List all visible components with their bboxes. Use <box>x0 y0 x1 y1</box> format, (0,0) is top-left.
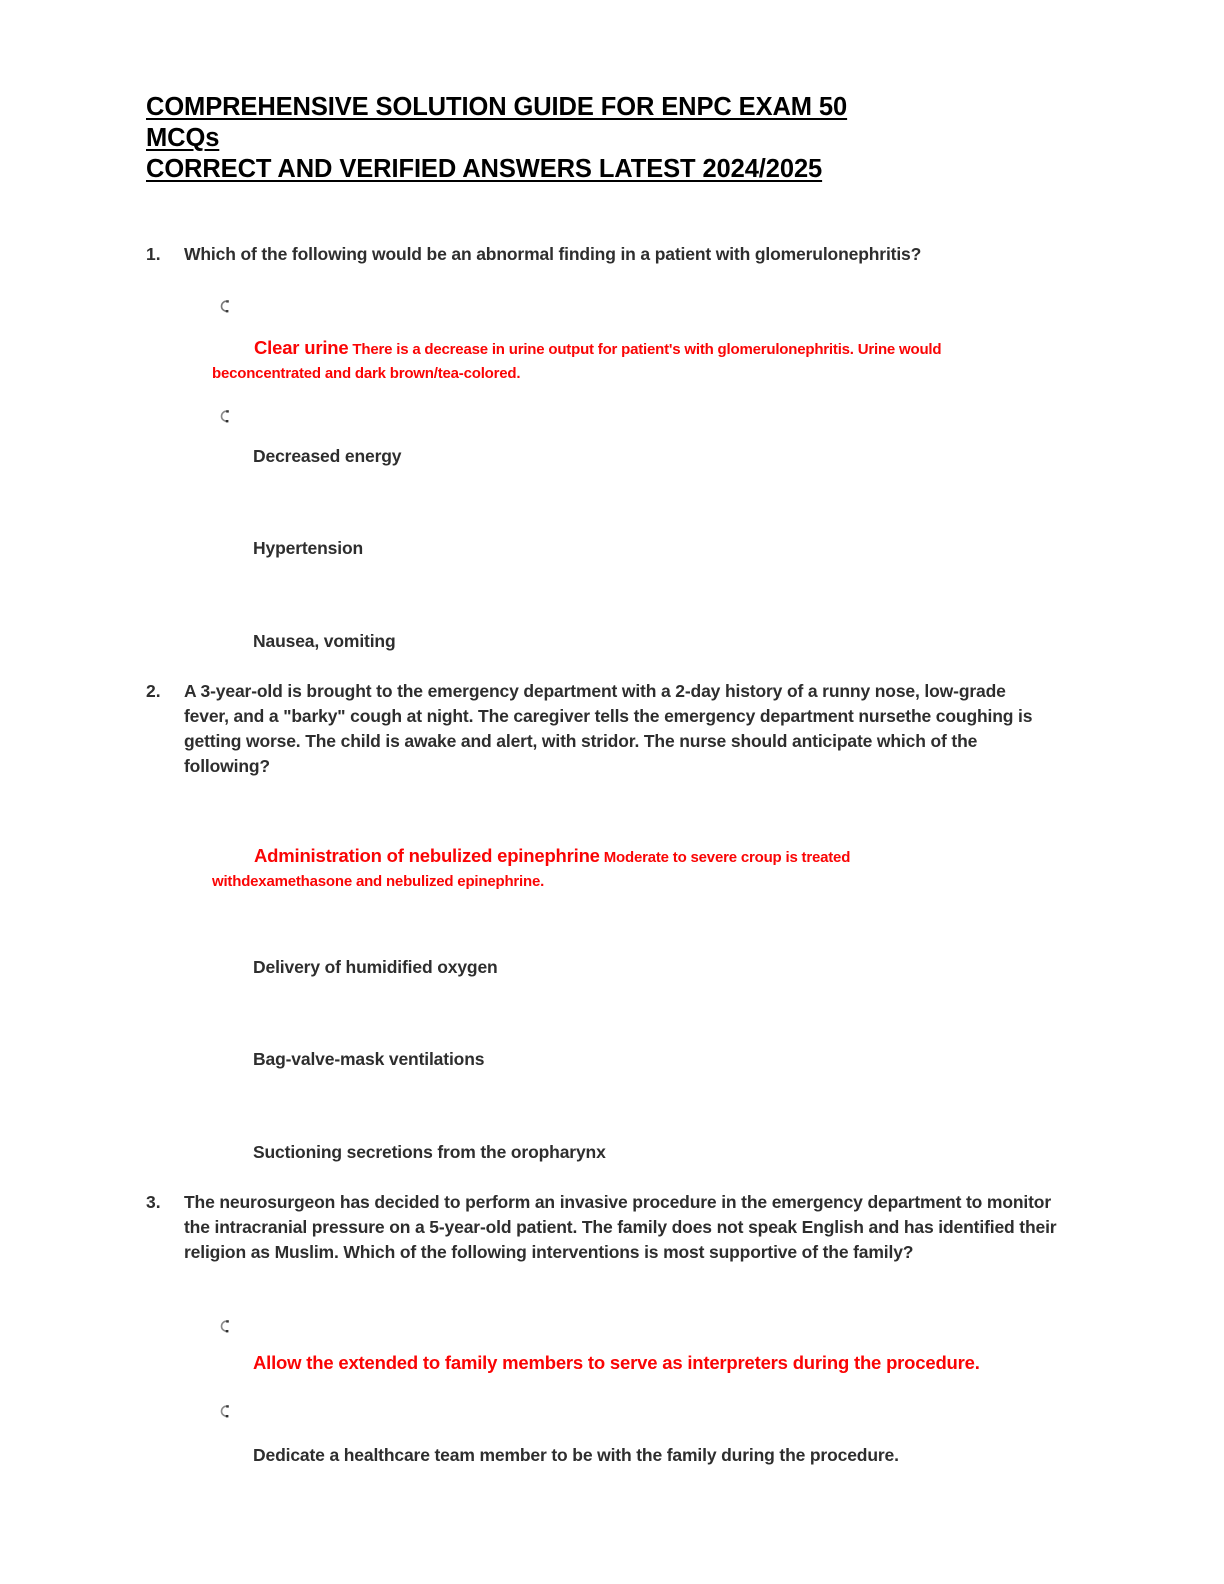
question-2-option-3[interactable]: Suctioning secretions from the oropharynx <box>253 1142 606 1162</box>
question-3-number: 3. <box>146 1192 161 1212</box>
question-2 <box>146 679 1051 779</box>
bullet-glyph-icon <box>218 1319 232 1334</box>
answer-1-choice: Clear urine <box>254 337 349 358</box>
question-1-option-3[interactable]: Nausea, vomiting <box>253 631 396 651</box>
bullet-glyph-icon <box>218 409 232 424</box>
answer-3-choice: Allow the extended to family members to serve as interpreters during the procedure. <box>253 1352 980 1373</box>
page-title-line-2: CORRECT AND VERIFIED ANSWERS LATEST 2024/2025 <box>146 155 823 183</box>
question-3-text: The neurosurgeon has decided to perform an invasive procedure in the emergency department to monitor the intracranial pressure on a 5-year-old patient. The family does not speak English and has identified their religion as Muslim. Which of the following interventions is most supportive of the family? <box>184 1192 1057 1262</box>
answer-3 <box>253 1351 1053 1375</box>
question-2-option-1[interactable]: Delivery of humidified oxygen <box>253 957 498 977</box>
question-1-option-1[interactable]: Decreased energy <box>253 446 402 466</box>
bullet-glyph-icon <box>218 1404 232 1419</box>
question-2-text: A 3-year-old is brought to the emergency department with a 2-day history of a runny nose, low-grade fever, and a "barky" cough at night. The caregiver tells the emergency department nursethe coughing is getting worse. The child is awake and alert, with stridor. The nurse should anticipate which of the following? <box>184 681 1033 776</box>
answer-2-choice: Administration of nebulized epinephrine <box>254 845 600 866</box>
question-1 <box>146 242 1031 267</box>
bullet-glyph-icon <box>218 299 232 314</box>
question-2-number: 2. <box>146 681 161 701</box>
question-1-option-2[interactable]: Hypertension <box>253 538 364 558</box>
answer-2 <box>212 844 972 894</box>
question-1-number: 1. <box>146 244 161 264</box>
answer-1-explanation: There is a decrease in urine output for patient's with glomerulonephritis. Urine would beconcentrated and dark brown/tea-colored. <box>212 341 942 382</box>
question-3-option-1[interactable]: Dedicate a healthcare team member to be with the family during the procedure. <box>253 1445 899 1465</box>
answer-2-explanation: Moderate to severe croup is treated withdexamethasone and nebulized epinephrine. <box>212 849 851 890</box>
page-title <box>146 92 916 185</box>
question-1-text: Which of the following would be an abnormal finding in a patient with glomerulonephritis? <box>184 244 922 264</box>
answer-1 <box>212 336 1032 386</box>
question-3 <box>146 1190 1061 1265</box>
question-2-option-2[interactable]: Bag-valve-mask ventilations <box>253 1049 485 1069</box>
page-title-line-1: COMPREHENSIVE SOLUTION GUIDE FOR ENPC EXAM 50 MCQs <box>146 93 848 152</box>
